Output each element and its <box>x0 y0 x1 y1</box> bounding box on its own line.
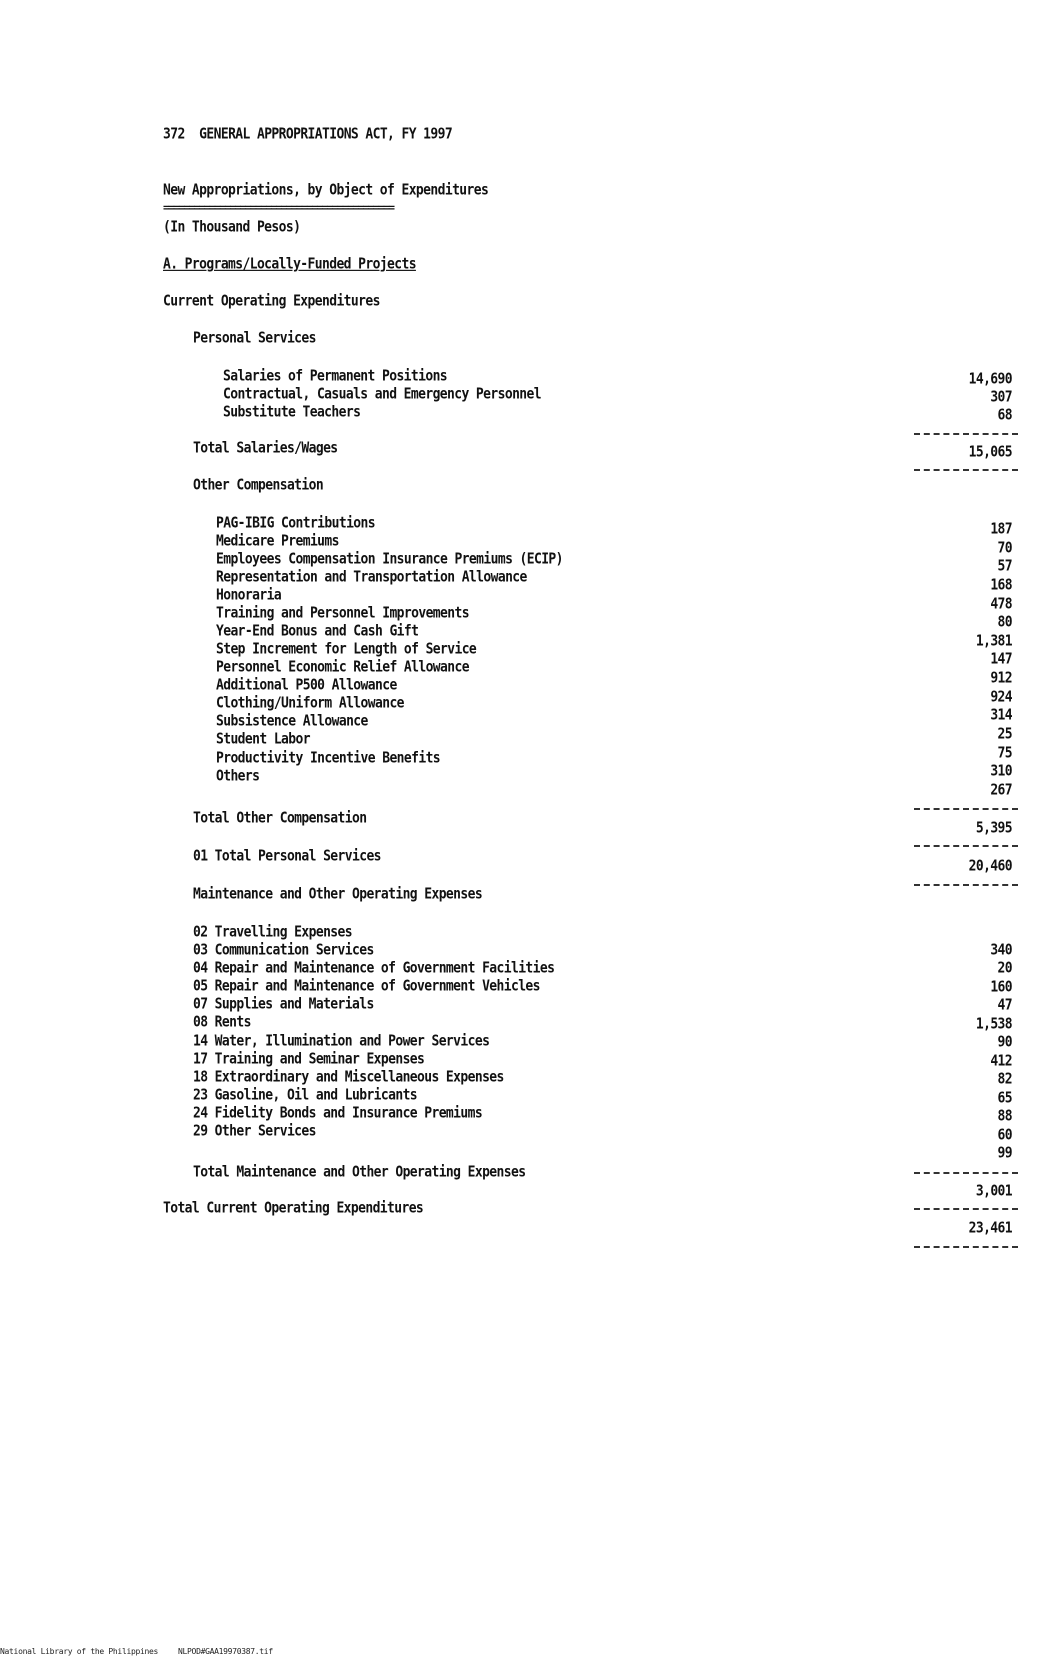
mooe-label: Maintenance and Other Operating Expenses <box>193 886 483 904</box>
salary-item-label: Substitute Teachers <box>223 404 361 422</box>
page-number: 372 <box>163 126 185 144</box>
mooe-item-value: 47 <box>997 997 1012 1015</box>
salary-item-value: 307 <box>990 389 1012 407</box>
other-comp-item-label: Honoraria <box>216 587 282 605</box>
other-comp-item-value: 912 <box>990 670 1012 688</box>
other-comp-item-label: Personnel Economic Relief Allowance <box>216 659 469 677</box>
footer-library: National Library of the Philippines <box>0 1647 159 1656</box>
total-other-comp-value: 5,395 <box>975 820 1012 838</box>
section-title-rule: ============================================= <box>163 201 394 214</box>
dashed-rule <box>914 845 1018 847</box>
mooe-item-value: 160 <box>990 979 1012 997</box>
other-comp-item-value: 75 <box>997 745 1012 763</box>
other-compensation-label: Other Compensation <box>193 477 324 495</box>
personal-services-label: Personal Services <box>193 330 316 348</box>
salary-item-label: Salaries of Permanent Positions <box>223 368 448 386</box>
total-salaries-value: 15,065 <box>968 444 1012 462</box>
mooe-item-value: 20 <box>997 960 1012 978</box>
dashed-rule <box>914 1246 1018 1248</box>
total-salaries-label: Total Salaries/Wages <box>193 440 338 458</box>
mooe-item-value: 412 <box>990 1053 1012 1071</box>
other-comp-item-label: Medicare Premiums <box>216 533 339 551</box>
mooe-item-label: 07 Supplies and Materials <box>193 996 374 1014</box>
total-mooe-label: Total Maintenance and Other Operating Expenses <box>193 1164 526 1182</box>
mooe-item-label: 14 Water, Illumination and Power Services <box>193 1033 490 1051</box>
mooe-item-label: 05 Repair and Maintenance of Government Vehicles <box>193 978 540 996</box>
mooe-item-value: 82 <box>997 1071 1012 1089</box>
salary-item-label: Contractual, Casuals and Emergency Personnel <box>223 386 541 404</box>
dashed-rule <box>914 808 1018 810</box>
mooe-item-value: 65 <box>997 1090 1012 1108</box>
total-mooe-value: 3,001 <box>975 1183 1012 1201</box>
other-comp-item-label: Student Labor <box>216 731 310 749</box>
dashed-rule <box>914 884 1018 886</box>
other-comp-item-value: 1,381 <box>975 633 1012 651</box>
mooe-item-value: 88 <box>997 1108 1012 1126</box>
other-comp-item-value: 147 <box>990 651 1012 669</box>
salary-item-value: 68 <box>997 407 1012 425</box>
other-comp-item-value: 267 <box>990 782 1012 800</box>
mooe-item-label: 29 Other Services <box>193 1123 316 1141</box>
other-comp-item-label: Year-End Bonus and Cash Gift <box>216 623 419 641</box>
mooe-item-label: 24 Fidelity Bonds and Insurance Premiums <box>193 1105 483 1123</box>
page-header <box>163 126 452 143</box>
other-comp-item-value: 478 <box>990 596 1012 614</box>
mooe-item-label: 08 Rents <box>193 1014 251 1032</box>
other-comp-item-value: 310 <box>990 763 1012 781</box>
other-comp-item-label: Others <box>216 768 260 786</box>
mooe-item-label: 18 Extraordinary and Miscellaneous Expenses <box>193 1069 504 1087</box>
mooe-item-value: 99 <box>997 1145 1012 1163</box>
other-comp-item-label: Clothing/Uniform Allowance <box>216 695 404 713</box>
mooe-item-label: 23 Gasoline, Oil and Lubricants <box>193 1087 418 1105</box>
other-comp-item-value: 168 <box>990 577 1012 595</box>
other-comp-item-value: 25 <box>997 726 1012 744</box>
dashed-rule <box>914 1172 1018 1174</box>
current-operating-label: Current Operating Expenditures <box>163 293 380 311</box>
salary-item-value: 14,690 <box>968 371 1012 389</box>
footer-filename: NLPOD#GAA19970387.tif <box>178 1647 273 1656</box>
other-comp-item-label: Additional P500 Allowance <box>216 677 397 695</box>
mooe-item-label: 17 Training and Seminar Expenses <box>193 1051 425 1069</box>
mooe-item-value: 60 <box>997 1127 1012 1145</box>
section-title: New Appropriations, by Object of Expenditures <box>163 182 489 200</box>
other-comp-item-label: PAG-IBIG Contributions <box>216 515 375 533</box>
other-comp-item-value: 187 <box>990 521 1012 539</box>
subsection-title: A. Programs/Locally-Funded Projects <box>163 256 416 274</box>
total-personal-services-value: 20,460 <box>968 858 1012 876</box>
unit-note: (In Thousand Pesos) <box>163 219 301 237</box>
other-comp-item-value: 80 <box>997 614 1012 632</box>
other-comp-item-label: Representation and Transportation Allowance <box>216 569 527 587</box>
dashed-rule <box>914 469 1018 471</box>
mooe-item-value: 90 <box>997 1034 1012 1052</box>
mooe-item-value: 340 <box>990 942 1012 960</box>
mooe-item-label: 04 Repair and Maintenance of Government Facilities <box>193 960 555 978</box>
total-other-comp-label: Total Other Compensation <box>193 810 367 828</box>
total-personal-services-label: 01 Total Personal Services <box>193 848 381 866</box>
other-comp-item-value: 314 <box>990 707 1012 725</box>
other-comp-item-label: Subsistence Allowance <box>216 713 368 731</box>
dashed-rule <box>914 1208 1018 1210</box>
mooe-item-label: 02 Travelling Expenses <box>193 924 352 942</box>
other-comp-item-label: Training and Personnel Improvements <box>216 605 469 623</box>
total-current-label: Total Current Operating Expenditures <box>163 1200 424 1218</box>
total-current-value: 23,461 <box>968 1220 1012 1238</box>
document-title: GENERAL APPROPRIATIONS ACT, FY 1997 <box>199 126 453 144</box>
other-comp-item-label: Productivity Incentive Benefits <box>216 750 441 768</box>
other-comp-item-value: 57 <box>997 558 1012 576</box>
other-comp-item-value: 70 <box>997 540 1012 558</box>
mooe-item-value: 1,538 <box>975 1016 1012 1034</box>
dashed-rule <box>914 433 1018 435</box>
mooe-item-label: 03 Communication Services <box>193 942 374 960</box>
other-comp-item-label: Step Increment for Length of Service <box>216 641 477 659</box>
other-comp-item-label: Employees Compensation Insurance Premiums (ECIP) <box>216 551 563 569</box>
other-comp-item-value: 924 <box>990 689 1012 707</box>
